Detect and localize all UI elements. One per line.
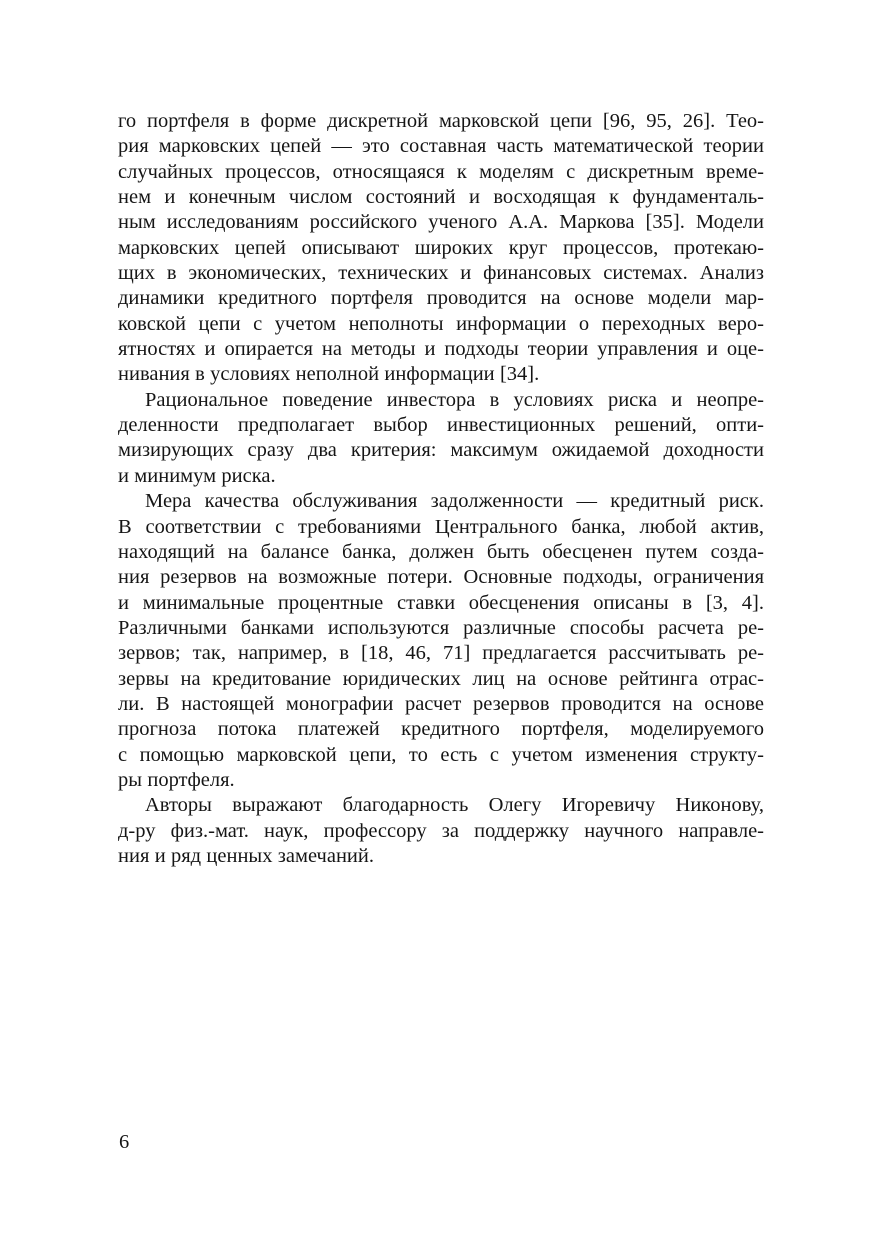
text-line: рия марковских цепей — это составная часть математической теории (118, 135, 764, 158)
text-line: ятностях и опирается на методы и подходы теории управления и оце- (118, 338, 764, 361)
text-line: Авторы выражают благодарность Олегу Игоревичу Никонову, (145, 794, 764, 817)
paragraph (118, 388, 764, 489)
text-line: ковской цепи с учетом неполноты информации о переходных веро- (118, 312, 764, 335)
text-line: ным исследованиям российского ученого А.А. Маркова [35]. Модели (118, 211, 764, 234)
text-line: щих в экономических, технических и финансовых системах. Анализ (118, 262, 764, 285)
text-line: марковских цепей описывают широких круг процессов, протекаю- (118, 236, 764, 259)
text-line: ры портфеля. (118, 768, 235, 791)
text-line: случайных процессов, относящаяся к моделям с дискретным време- (118, 160, 764, 183)
page-number: 6 (119, 1131, 130, 1153)
text-line: нем и конечным числом состояний и восходящая к фундаменталь- (118, 186, 764, 209)
text-line: прогноза потока платежей кредитного портфеля, моделируемого (118, 718, 764, 741)
text-line: В соответствии с требованиями Центрального банка, любой актив, (118, 515, 764, 538)
text-line: ли. В настоящей монографии расчет резервов проводится на основе (118, 692, 764, 715)
paragraph (118, 109, 764, 388)
text-line: Различными банками используются различные способы расчета ре- (118, 616, 764, 639)
paragraph (118, 793, 764, 869)
text-line: мизирующих сразу два критерия: максимум ожидаемой доходности (118, 439, 764, 462)
text-line: го портфеля в форме дискретной марковской цепи [96, 95, 26]. Тео- (118, 110, 764, 132)
text-line: д-ру физ.-мат. наук, профессору за поддержку научного направле- (118, 819, 764, 842)
text-line: и минимальные процентные ставки обесценения описаны в [3, 4]. (118, 591, 764, 614)
text-line: ния и ряд ценных замечаний. (118, 844, 374, 867)
text-line: зервы на кредитование юридических лиц на основе рейтинга отрас- (118, 667, 764, 690)
text-line: нивания в условиях неполной информации [34]. (118, 363, 540, 386)
text-line: с помощью марковской цепи, то есть с учетом изменения структу- (118, 743, 764, 766)
text-line: деленности предполагает выбор инвестиционных решений, опти- (118, 414, 764, 437)
text-line: Рациональное поведение инвестора в условиях риска и неопре- (145, 388, 764, 411)
text-line: ния резервов на возможные потери. Основные подходы, ограничения (118, 566, 764, 589)
text-line: зервов; так, например, в [18, 46, 71] предлагается рассчитывать ре- (118, 642, 764, 665)
text-line: Мера качества обслуживания задолженности — кредитный риск. (145, 490, 764, 513)
text-line: динамики кредитного портфеля проводится на основе модели мар- (118, 287, 764, 310)
text-block (118, 109, 764, 869)
text-line: находящий на балансе банка, должен быть обесценен путем созда- (118, 540, 764, 563)
text-line: и минимум риска. (118, 464, 276, 487)
paragraph (118, 489, 764, 793)
